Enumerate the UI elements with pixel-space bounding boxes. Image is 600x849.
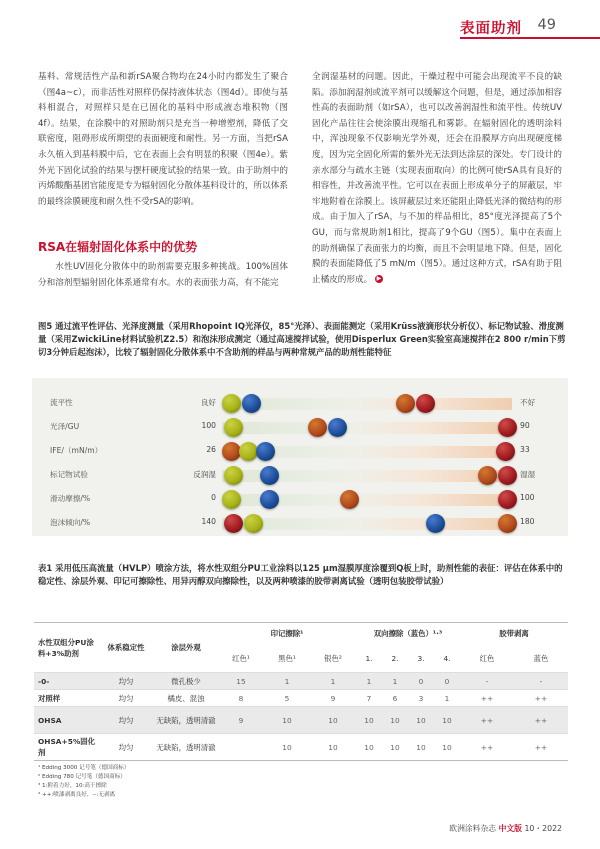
fig-scale-bar	[222, 422, 512, 434]
subheader: 蓝色	[533, 653, 549, 663]
fig-row-label: 泡沫倾向/%	[50, 518, 91, 527]
cell: 1	[434, 690, 460, 707]
fig-right-value: 90	[520, 421, 530, 430]
fig-row-slip	[32, 490, 568, 508]
orange-ball	[340, 490, 359, 509]
yellow-ball	[224, 466, 243, 485]
cell: 9	[310, 690, 356, 707]
cell: 10	[434, 734, 460, 761]
edition-label: 中文版	[498, 824, 522, 833]
cell: ++	[460, 690, 514, 707]
subheader: 红色	[479, 653, 495, 663]
orange-ball	[396, 394, 415, 413]
body-paragraph-right	[312, 70, 562, 288]
cell: 10	[356, 707, 382, 734]
cell: 0	[434, 673, 460, 690]
yellow-ball	[244, 514, 263, 533]
fig-left-value: 良好	[200, 398, 216, 407]
body-paragraph-left-2: 水性UV固化分散体中的助剂需要克服多种挑战。100%固体分和溶剂型辐射固化体系通常有水。水的表面张力高，有不能完	[38, 262, 288, 288]
table-row	[34, 734, 568, 761]
cell: 10	[356, 734, 382, 761]
blue-ball	[242, 394, 261, 413]
fig-row-label: IFE/（mN/m）	[50, 446, 103, 455]
fig-row-gloss	[32, 418, 568, 436]
cell: 10	[408, 707, 434, 734]
section-title: 表面助剂	[460, 21, 522, 37]
table-row	[34, 690, 568, 707]
row-stability: 均匀	[98, 673, 154, 690]
subheader: 银色²	[324, 653, 342, 663]
blue-ball	[256, 442, 275, 461]
cell: -	[460, 673, 514, 690]
fig-row-ife	[32, 442, 568, 460]
subheader: 1.	[365, 653, 373, 663]
cell: 5	[264, 690, 310, 707]
red-ball	[416, 394, 435, 413]
cell: 7	[356, 690, 382, 707]
cell: ++	[514, 734, 568, 761]
cell: 1	[264, 673, 310, 690]
red-ball	[498, 418, 517, 437]
cell: 10	[264, 707, 310, 734]
page-number: 49	[537, 17, 556, 33]
fig-scale-bar	[222, 398, 512, 410]
fig-row-label: 光泽/GU	[50, 422, 80, 431]
orange-ball	[308, 418, 327, 437]
subheader: 3.	[417, 653, 425, 663]
red-ball	[498, 490, 517, 509]
red-ball	[224, 514, 243, 533]
fig-left-value: 反润湿	[193, 470, 216, 479]
row-appearance: 微孔极少	[154, 673, 218, 690]
footnote: ⁴ ++:喷漆剥离良好，--:无剥离	[38, 792, 116, 798]
cell: 3	[408, 690, 434, 707]
cell: 0	[408, 673, 434, 690]
fig-row-foam	[32, 514, 568, 532]
row-appearance: 橘皮、混浊	[154, 690, 218, 707]
row-name: OHSA	[34, 707, 98, 734]
figure-caption: 图5 通过流平性评估、光泽度测量（采用Rhopoint IQ光泽仪，85°光泽）、表面能测定（采用Krüss液滴形状分析仪）、标记物试验、滑度测量（采用ZwickiLine材料试验机Z2.5）和泡沫形成测定（通过高速搅拌试验，使用Disperlux Green实验室高速搅拌在2 800 r/min下剪切3分钟后起泡沫），比较了辐射固化分散体系中不含助剂的样品与两种常规产品的助剂性能特征	[38, 321, 566, 357]
header-appearance: 涂层外观	[154, 623, 218, 673]
red-ball	[496, 442, 515, 461]
row-appearance: 无缺陷，透明清澈	[154, 707, 218, 734]
fig-row-leveling	[32, 394, 568, 412]
cell: 10	[310, 734, 356, 761]
fig-left-value: 26	[206, 445, 216, 454]
blue-ball	[426, 514, 445, 533]
fig-scale-bar	[222, 518, 512, 530]
footnote: ³ 1:附着力好，10:高干擦除	[38, 783, 107, 789]
cell: 10	[382, 734, 408, 761]
cell: ++	[460, 707, 514, 734]
row-appearance: 无缺陷，透明清澈	[154, 734, 218, 761]
row-stability: 均匀	[98, 734, 154, 761]
subheader: 2.	[391, 653, 399, 663]
section-heading: RSA在辐射固化体系中的优势	[38, 240, 198, 254]
cell: 1	[356, 673, 382, 690]
header-formulation: 水性双组分PU涂料+3%助剂	[34, 623, 98, 673]
cell: ++	[514, 707, 568, 734]
fig-right-value: 180	[520, 517, 535, 526]
cell: 9	[218, 707, 264, 734]
cell: ++	[460, 734, 514, 761]
yellow-ball	[224, 418, 243, 437]
cell: 10	[408, 734, 434, 761]
fig-left-value: 140	[201, 517, 216, 526]
footnote: ¹ Edding 3000 记号笔（德国商标）	[38, 765, 130, 771]
table-row	[34, 707, 568, 734]
cell: 10	[310, 707, 356, 734]
page-footer	[449, 823, 562, 834]
row-name: 对照样	[34, 690, 98, 707]
orange-ball	[498, 514, 517, 533]
header-stability: 体系稳定性	[98, 623, 154, 673]
blue-ball	[328, 418, 347, 437]
footnote: ² Edding 780 记号笔（德国商标）	[38, 774, 126, 780]
blue-ball	[260, 466, 279, 485]
subheader: 4.	[443, 653, 451, 663]
cell: 10	[434, 707, 460, 734]
arrow-right-icon: ▶	[376, 275, 382, 283]
fig-right-value: 不好	[520, 398, 536, 407]
fig-row-label: 流平性	[50, 398, 73, 407]
cell: 15	[218, 673, 264, 690]
cell: 1	[310, 673, 356, 690]
cell: 1	[382, 673, 408, 690]
data-table	[34, 622, 568, 761]
header-marker-erase: 印记擦除¹	[218, 623, 356, 645]
row-stability: 均匀	[98, 707, 154, 734]
row-name: OHSA+5%固化剂	[34, 734, 98, 761]
journal-name: 欧洲涂料杂志	[449, 824, 497, 833]
body-paragraph-right-text: 全润湿基材的问题。因此，干燥过程中可能会出现流平不良的缺陷。添加润湿剂或流平剂可以缓解这个问题，但是，通过添加相容性高的表面助剂（如rSA），也可以改善润湿性和流平性。传统UV固化产品往往会使涂膜出现缩孔和雾影。在辐射固化的透明涂料中，浑浊现象不仅影响光学外观，还会在沿膜厚方向出现硬度梯度，因为完全固化所需的紫外光无法到达涂层的深处。专门设计的亲水部分与疏水主链（实现表面取向）的比例可使rSA具有良好的相容性，并改善流平性。它可以在表面上形成单分子的屏蔽层，牢牢地附着在涂膜上。该屏蔽层过来还能阻止降低光泽的微结构的形成。由于加入了rSA，与不加的样品相比，85°度光泽提高了5个GU，而与常规助剂1相比，提高了9个GU（图5）。集中在表面上的助剂确保了表面张力的均衡，而且不会明显地下降。但是，固化膜的表面能降低了5 mN/m（图5）。通过这种方式，rSA有助于阻止橘皮的形成。	[312, 72, 562, 285]
header-tape-peel: 胶带剥离	[460, 623, 568, 645]
row-name: -0-	[34, 673, 98, 690]
orange-ball	[478, 466, 497, 485]
cell: ++	[514, 690, 568, 707]
fig-row-label: 滑动摩擦/%	[50, 494, 91, 503]
subheader: 黑色¹	[278, 653, 296, 663]
table-caption: 表1 采用低压高流量（HVLP）喷涂方法，将水性双组分PU工业涂料以125 µm湿膜厚度涂覆到Q板上时，助剂性能的表征：评估在体系中的稳定性、涂层外观、印记可擦除性、用异丙醇双向擦除性，以及两种喷漆的胶带剥离试验（透明包装胶带试验）	[38, 563, 563, 586]
subheader: 红色¹	[232, 653, 250, 663]
cell: 10	[382, 707, 408, 734]
fig-right-value: 33	[520, 445, 530, 454]
fig-row-marker	[32, 466, 568, 484]
red-ball	[498, 466, 517, 485]
cell: 6	[382, 690, 408, 707]
header-rule	[460, 37, 600, 39]
fig-left-value: 100	[201, 421, 216, 430]
header-double-rub: 双向擦除（蓝色）¹·³	[356, 623, 460, 645]
body-paragraph-left: 基料、常规活性产品和新rSA聚合物均在24小时内都发生了聚合（图4a~c），而非活性对照样仍保持液体状态（图4d）。即使与基料相混合，对照样只是在已固化的基料中形成液态堆积物（图4f）。结果，在涂膜中的对照助剂只是充当一种增塑剂，降低了交联密度，阻碍形成所期望的表面硬度和耐性。另一方面，当把rSA永久植入到基料膜中后，它在表面上会有明显的积聚（图4e）。紫外光下固化试验的结果与摆杆硬度试验的结果一致。由于助剂中的丙烯酸酯基团官能度是专为辐射固化分散体基料设计的，所以体系的最终涂膜硬度和耐久性不受rSA的影响。	[38, 72, 288, 207]
fig-row-label: 标记物试验	[50, 470, 88, 479]
yellow-ball	[222, 394, 241, 413]
table-row	[34, 673, 568, 690]
row-stability: 均匀	[98, 690, 154, 707]
fig-left-value: 0	[211, 493, 216, 502]
blue-ball	[260, 490, 279, 509]
fig-right-value: 湿湿	[520, 470, 536, 479]
cell: 10	[264, 734, 310, 761]
issue-label: 10・2022	[524, 824, 562, 833]
cell: 8	[218, 690, 264, 707]
cell: -	[514, 673, 568, 690]
fig-right-value: 100	[520, 493, 535, 502]
cell	[218, 734, 264, 761]
figure-chart	[32, 378, 568, 536]
yellow-ball	[222, 490, 241, 509]
